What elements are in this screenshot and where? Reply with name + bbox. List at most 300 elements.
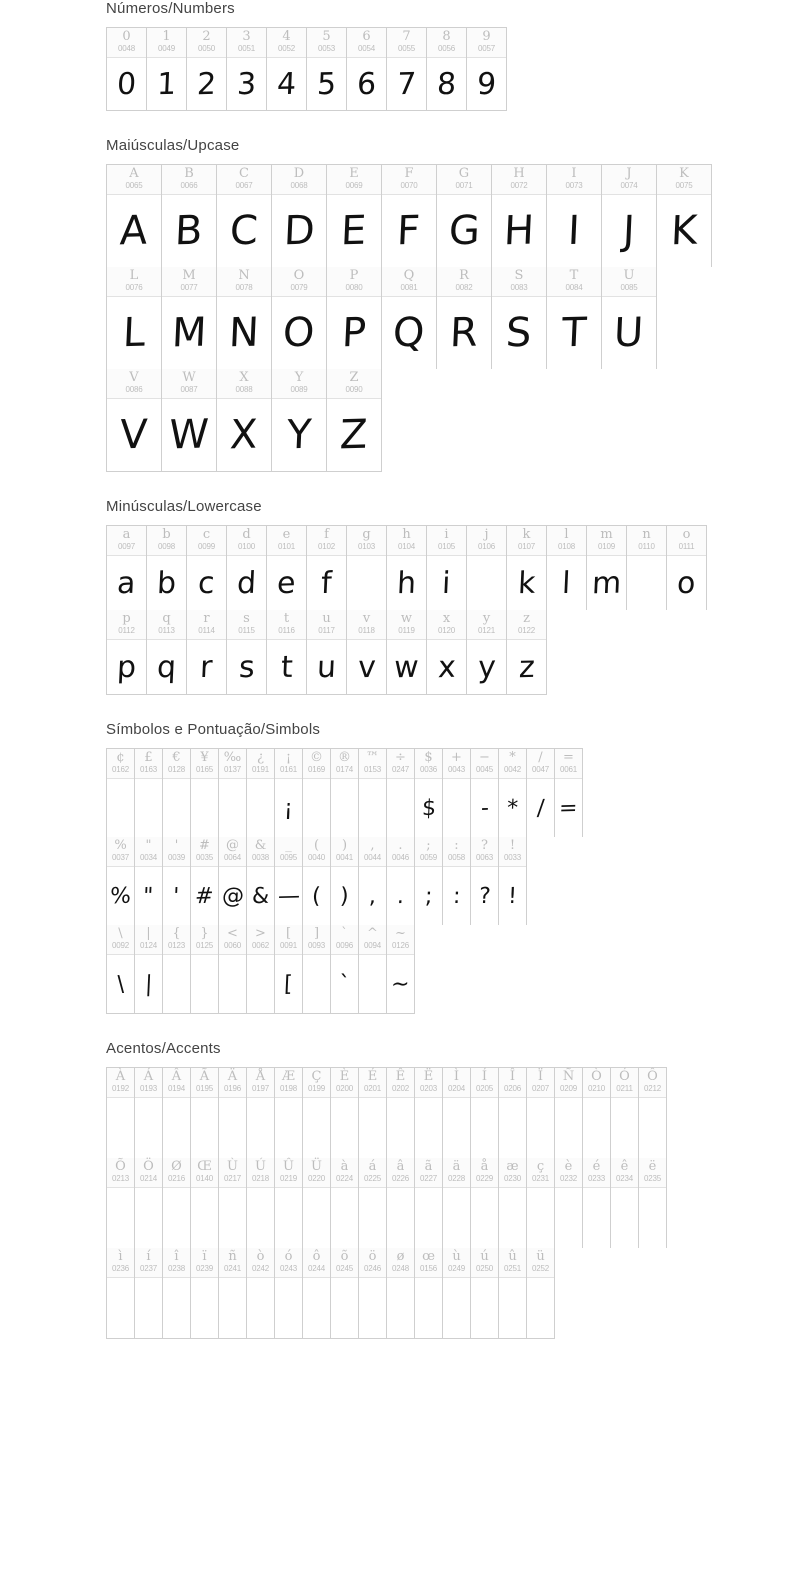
glyph-cell[interactable]: [555, 1068, 583, 1158]
glyph-cell[interactable]: [247, 1248, 275, 1338]
glyph-cell[interactable]: [217, 267, 272, 369]
glyph-cell[interactable]: [359, 1248, 387, 1338]
glyph-sample: [527, 1188, 554, 1248]
glyph-cell[interactable]: [467, 28, 507, 110]
glyph-cell[interactable]: [163, 1158, 191, 1248]
glyph-code-label: 0235: [644, 1174, 661, 1183]
glyph-cell[interactable]: [331, 837, 359, 925]
glyph-cell[interactable]: [217, 369, 272, 471]
glyph-char-label: €: [172, 750, 181, 765]
glyph-code-label: 0165: [196, 765, 213, 774]
glyph-cell[interactable]: [275, 1068, 303, 1158]
glyph-sample: [275, 1278, 302, 1338]
glyph-sample: [247, 867, 274, 925]
glyph-cell[interactable]: [387, 28, 427, 110]
glyph-sample: [555, 1098, 582, 1158]
glyph-cell[interactable]: [471, 837, 499, 925]
glyph-char-label: ç: [536, 1159, 545, 1174]
glyph-cell[interactable]: [107, 610, 147, 694]
glyph-cell[interactable]: [303, 1158, 331, 1248]
glyph-sample-text: ?: [478, 883, 491, 909]
glyph-cell[interactable]: [107, 369, 162, 471]
glyph-cell[interactable]: [107, 837, 135, 925]
glyph-cell[interactable]: [327, 267, 382, 369]
glyph-cell[interactable]: [107, 1068, 135, 1158]
glyph-cell[interactable]: [467, 526, 507, 610]
glyph-code-label: 0037: [112, 853, 129, 862]
glyph-code-label: 0077: [180, 283, 198, 292]
glyph-sample: [135, 1278, 162, 1338]
glyph-char-label: ^: [367, 926, 378, 941]
glyph-cell[interactable]: [135, 837, 163, 925]
glyph-cell[interactable]: [217, 165, 272, 267]
glyph-cell[interactable]: [507, 526, 547, 610]
glyph-sample: [387, 556, 426, 610]
glyph-code-label: 0052: [278, 44, 295, 53]
glyph-cell[interactable]: [187, 526, 227, 610]
glyph-char-label: À: [115, 1069, 126, 1084]
glyph-sample-text: K: [669, 207, 699, 255]
glyph-char-label: .: [398, 838, 403, 853]
glyph-cell[interactable]: [267, 526, 307, 610]
glyph-cell[interactable]: [499, 837, 527, 925]
glyph-cell[interactable]: [162, 267, 217, 369]
glyph-cell[interactable]: [492, 165, 547, 267]
glyph-cell[interactable]: [527, 1158, 555, 1248]
glyph-sample: [107, 297, 161, 369]
glyph-cell[interactable]: [275, 749, 303, 837]
glyph-sample-text: M: [170, 309, 208, 357]
glyph-cell[interactable]: [359, 925, 387, 1013]
glyph-sample: [147, 556, 186, 610]
glyph-cell[interactable]: [135, 1068, 163, 1158]
glyph-char-label: m: [600, 527, 613, 542]
glyph-code-label: 0234: [616, 1174, 633, 1183]
glyph-cell[interactable]: [347, 28, 387, 110]
glyph-cell[interactable]: [331, 1158, 359, 1248]
glyph-cell[interactable]: [471, 1158, 499, 1248]
glyph-cell[interactable]: [547, 165, 602, 267]
glyph-cell[interactable]: [303, 837, 331, 925]
glyph-cell[interactable]: [191, 749, 219, 837]
glyph-char-label: ô: [312, 1249, 321, 1264]
glyph-cell[interactable]: [191, 837, 219, 925]
glyph-char-label: J: [626, 166, 632, 181]
glyph-sample-text: w: [393, 649, 420, 685]
glyph-sample: [387, 955, 414, 1013]
glyph-cell[interactable]: [147, 610, 187, 694]
glyph-cell[interactable]: [303, 1248, 331, 1338]
glyph-sample-text: @: [220, 883, 245, 909]
glyph-char-label: _: [285, 838, 292, 853]
glyph-char-label: $: [424, 750, 433, 765]
glyph-cell[interactable]: [303, 749, 331, 837]
glyph-sample: [107, 640, 146, 694]
glyph-sample-text: ,: [368, 883, 377, 909]
glyph-header: [275, 837, 302, 867]
glyph-cell[interactable]: [307, 526, 347, 610]
glyph-cell[interactable]: [492, 267, 547, 369]
glyph-row: [106, 925, 415, 1014]
glyph-code-label: 0042: [504, 765, 521, 774]
glyph-char-label: ": [145, 838, 152, 853]
glyph-cell[interactable]: [347, 610, 387, 694]
glyph-char-label: z: [523, 611, 530, 626]
glyph-cell[interactable]: [303, 925, 331, 1013]
glyph-cell[interactable]: [587, 526, 627, 610]
glyph-sample: [303, 1278, 330, 1338]
glyph-code-label: 0043: [448, 765, 465, 774]
glyph-cell[interactable]: [382, 165, 437, 267]
glyph-sample-text: %: [109, 883, 132, 909]
glyph-sample: [162, 195, 216, 267]
glyph-char-label: ø: [396, 1249, 405, 1264]
glyph-char-label: ): [341, 838, 348, 853]
glyph-cell[interactable]: [443, 1248, 471, 1338]
glyph-header: [135, 1068, 162, 1098]
glyph-cell[interactable]: [107, 1158, 135, 1248]
glyph-header: [191, 1158, 218, 1188]
glyph-sample-text: 1: [156, 66, 177, 102]
glyph-cell[interactable]: [107, 526, 147, 610]
glyph-cell[interactable]: [107, 267, 162, 369]
glyph-sample: [307, 58, 346, 110]
glyph-cell[interactable]: [583, 1158, 611, 1248]
glyph-sample-text: ¡: [283, 795, 294, 821]
glyph-cell[interactable]: [527, 1248, 555, 1338]
glyph-cell[interactable]: [471, 1068, 499, 1158]
glyph-char-label: j: [484, 527, 489, 542]
glyph-char-label: ú: [480, 1249, 489, 1264]
glyph-cell[interactable]: [387, 610, 427, 694]
glyph-char-label: 7: [402, 29, 411, 44]
glyph-cell[interactable]: [227, 28, 267, 110]
glyph-char-label: ]: [313, 926, 320, 941]
glyph-header: [217, 267, 271, 297]
glyph-cell[interactable]: [387, 1068, 415, 1158]
glyph-cell[interactable]: [437, 267, 492, 369]
glyph-sample: [331, 1098, 358, 1158]
glyph-cell[interactable]: [347, 526, 387, 610]
glyph-cell[interactable]: [443, 1158, 471, 1248]
glyph-header: [471, 749, 498, 779]
glyph-cell[interactable]: [387, 1158, 415, 1248]
glyph-sample: [163, 955, 190, 1013]
glyph-cell[interactable]: [247, 749, 275, 837]
glyph-sample: [303, 1188, 330, 1248]
glyph-cell[interactable]: [527, 749, 555, 837]
glyph-sample-text: X: [229, 411, 259, 459]
glyph-cell[interactable]: [247, 837, 275, 925]
glyph-cell[interactable]: [275, 1248, 303, 1338]
glyph-cell[interactable]: [219, 837, 247, 925]
glyph-cell[interactable]: [135, 1248, 163, 1338]
glyph-cell[interactable]: [219, 749, 247, 837]
glyph-header: [499, 1158, 526, 1188]
glyph-code-label: 0236: [112, 1264, 129, 1273]
glyph-cell[interactable]: [247, 1158, 275, 1248]
glyph-cell[interactable]: [135, 749, 163, 837]
glyph-cell[interactable]: [527, 1068, 555, 1158]
charset-section: [0, 498, 800, 695]
glyph-cell[interactable]: [163, 1248, 191, 1338]
glyph-cell[interactable]: [275, 925, 303, 1013]
glyph-sample: [415, 1188, 442, 1248]
glyph-char-label: h: [402, 527, 411, 542]
glyph-char-label: A: [129, 166, 139, 181]
glyph-cell[interactable]: [331, 1068, 359, 1158]
glyph-cell[interactable]: [427, 28, 467, 110]
glyph-cell[interactable]: [415, 1158, 443, 1248]
glyph-header: [387, 1158, 414, 1188]
glyph-cell[interactable]: [267, 28, 307, 110]
glyph-header: [275, 749, 302, 779]
glyph-char-label: [: [285, 926, 292, 941]
glyph-cell[interactable]: [272, 267, 327, 369]
glyph-cell[interactable]: [307, 28, 347, 110]
glyph-char-label: v: [362, 611, 371, 626]
glyph-cell[interactable]: [267, 610, 307, 694]
glyph-cell[interactable]: [471, 1248, 499, 1338]
glyph-header: [527, 1068, 554, 1098]
glyph-char-label: ¿: [257, 750, 264, 765]
glyph-cell[interactable]: [467, 610, 507, 694]
glyph-char-label: 9: [482, 29, 491, 44]
glyph-code-label: 0034: [140, 853, 157, 862]
glyph-header: [547, 526, 586, 556]
glyph-cell[interactable]: [387, 925, 415, 1013]
glyph-sample: [163, 1188, 190, 1248]
glyph-grid: [106, 27, 800, 111]
glyph-cell[interactable]: [191, 1248, 219, 1338]
glyph-header: [303, 749, 330, 779]
glyph-header: [427, 28, 466, 58]
glyph-cell[interactable]: [555, 1158, 583, 1248]
glyph-cell[interactable]: [499, 1068, 527, 1158]
glyph-cell[interactable]: [427, 610, 467, 694]
glyph-cell[interactable]: [443, 837, 471, 925]
glyph-code-label: 0197: [252, 1084, 269, 1093]
glyph-header: [499, 1068, 526, 1098]
glyph-cell[interactable]: [107, 165, 162, 267]
glyph-header: [247, 1248, 274, 1278]
glyph-char-label: Ì: [453, 1069, 460, 1084]
glyph-cell[interactable]: [247, 1068, 275, 1158]
glyph-cell[interactable]: [107, 1248, 135, 1338]
glyph-sample: [415, 867, 442, 925]
glyph-cell[interactable]: [162, 165, 217, 267]
glyph-cell[interactable]: [657, 165, 712, 267]
glyph-cell[interactable]: [191, 1068, 219, 1158]
glyph-cell[interactable]: [162, 369, 217, 471]
glyph-cell[interactable]: [547, 267, 602, 369]
glyph-sample: [639, 1098, 666, 1158]
glyph-code-label: 0228: [448, 1174, 465, 1183]
glyph-code-label: 0214: [140, 1174, 157, 1183]
glyph-cell[interactable]: [639, 1158, 667, 1248]
glyph-sample-text: a: [116, 565, 137, 601]
glyph-char-label: Y: [294, 370, 304, 385]
glyph-char-label: Ñ: [562, 1069, 575, 1084]
glyph-char-label: Á: [143, 1069, 154, 1084]
glyph-cell[interactable]: [219, 1068, 247, 1158]
glyph-cell[interactable]: [331, 925, 359, 1013]
glyph-char-label: û: [508, 1249, 517, 1264]
glyph-cell[interactable]: [275, 1158, 303, 1248]
glyph-cell[interactable]: [415, 749, 443, 837]
glyph-cell[interactable]: [163, 1068, 191, 1158]
section-title: Minúsculas/Lowercase: [106, 498, 262, 515]
glyph-cell[interactable]: [415, 1248, 443, 1338]
glyph-header: [331, 925, 358, 955]
glyph-code-label: 0051: [238, 44, 255, 53]
glyph-cell[interactable]: [471, 749, 499, 837]
glyph-cell[interactable]: [219, 1248, 247, 1338]
glyph-header: [527, 749, 554, 779]
glyph-cell[interactable]: [387, 526, 427, 610]
glyph-cell[interactable]: [415, 1068, 443, 1158]
glyph-header: [163, 1158, 190, 1188]
glyph-header: [499, 1248, 526, 1278]
glyph-cell[interactable]: [219, 1158, 247, 1248]
glyph-sample: [583, 1188, 610, 1248]
glyph-header: [427, 526, 466, 556]
glyph-cell[interactable]: [627, 526, 667, 610]
glyph-cell[interactable]: [327, 165, 382, 267]
glyph-sample: [437, 195, 491, 267]
glyph-sample: [387, 1278, 414, 1338]
glyph-sample-text: o: [676, 565, 697, 601]
glyph-sample: [217, 195, 271, 267]
glyph-code-label: 0064: [224, 853, 241, 862]
glyph-cell[interactable]: [107, 749, 135, 837]
glyph-cell[interactable]: [555, 749, 583, 837]
glyph-cell[interactable]: [359, 1158, 387, 1248]
glyph-cell[interactable]: [443, 1068, 471, 1158]
glyph-cell[interactable]: [327, 369, 382, 471]
glyph-cell[interactable]: [135, 925, 163, 1013]
glyph-sample-text: h: [396, 565, 417, 601]
glyph-char-label: y: [482, 611, 491, 626]
glyph-sample: [471, 1188, 498, 1248]
glyph-cell[interactable]: [191, 1158, 219, 1248]
glyph-cell[interactable]: [247, 925, 275, 1013]
glyph-cell[interactable]: [331, 749, 359, 837]
glyph-code-label: 0124: [140, 941, 157, 950]
glyph-sample: [147, 58, 186, 110]
glyph-cell[interactable]: [427, 526, 467, 610]
glyph-cell[interactable]: [602, 165, 657, 267]
glyph-cell[interactable]: [602, 267, 657, 369]
glyph-cell[interactable]: [303, 1068, 331, 1158]
glyph-cell[interactable]: [135, 1158, 163, 1248]
glyph-sample: [191, 1098, 218, 1158]
glyph-cell[interactable]: [443, 749, 471, 837]
glyph-cell[interactable]: [359, 1068, 387, 1158]
glyph-cell[interactable]: [387, 1248, 415, 1338]
glyph-cell[interactable]: [611, 1158, 639, 1248]
glyph-cell[interactable]: [163, 749, 191, 837]
glyph-header: [587, 526, 626, 556]
glyph-sample: [547, 195, 601, 267]
glyph-cell[interactable]: [437, 165, 492, 267]
glyph-cell[interactable]: [583, 1068, 611, 1158]
glyph-cell[interactable]: [359, 749, 387, 837]
glyph-cell[interactable]: [163, 925, 191, 1013]
glyph-code-label: 0092: [112, 941, 129, 950]
glyph-cell[interactable]: [387, 749, 415, 837]
glyph-cell[interactable]: [382, 267, 437, 369]
glyph-header: [492, 267, 546, 297]
glyph-char-label: L: [129, 268, 139, 283]
glyph-cell[interactable]: [547, 526, 587, 610]
glyph-sample: [499, 779, 526, 837]
glyph-code-label: 0095: [280, 853, 297, 862]
glyph-code-label: 0036: [420, 765, 437, 774]
glyph-code-label: 0084: [565, 283, 583, 292]
glyph-char-label: p: [122, 611, 131, 626]
glyph-cell[interactable]: [359, 837, 387, 925]
glyph-cell[interactable]: [275, 837, 303, 925]
glyph-cell[interactable]: [307, 610, 347, 694]
glyph-cell[interactable]: [227, 526, 267, 610]
glyph-cell[interactable]: [499, 1158, 527, 1248]
glyph-char-label: I: [571, 166, 577, 181]
glyph-code-label: 0169: [308, 765, 325, 774]
glyph-cell[interactable]: [415, 837, 443, 925]
glyph-char-label: s: [243, 611, 250, 626]
glyph-cell[interactable]: [147, 28, 187, 110]
glyph-cell[interactable]: [163, 837, 191, 925]
glyph-cell[interactable]: [227, 610, 267, 694]
glyph-row: [106, 748, 583, 837]
glyph-cell[interactable]: [499, 1248, 527, 1338]
glyph-cell[interactable]: [667, 526, 707, 610]
glyph-char-label: î: [174, 1249, 179, 1264]
glyph-sample-text: `: [338, 971, 351, 997]
glyph-char-label: 3: [242, 29, 251, 44]
glyph-header: [499, 749, 526, 779]
glyph-cell[interactable]: [107, 28, 147, 110]
glyph-header: [547, 165, 601, 195]
glyph-cell[interactable]: [191, 925, 219, 1013]
glyph-cell[interactable]: [272, 165, 327, 267]
glyph-cell[interactable]: [272, 369, 327, 471]
glyph-code-label: 0050: [198, 44, 215, 53]
glyph-cell[interactable]: [187, 610, 227, 694]
glyph-char-label: ~: [395, 926, 406, 941]
glyph-cell[interactable]: [187, 28, 227, 110]
glyph-cell[interactable]: [499, 749, 527, 837]
glyph-sample: [191, 779, 218, 837]
glyph-cell[interactable]: [387, 837, 415, 925]
glyph-code-label: 0079: [290, 283, 308, 292]
glyph-cell[interactable]: [639, 1068, 667, 1158]
glyph-cell[interactable]: [107, 925, 135, 1013]
glyph-sample: [547, 297, 601, 369]
glyph-sample: [147, 640, 186, 694]
glyph-code-label: 0094: [364, 941, 381, 950]
glyph-sample: [627, 556, 666, 610]
glyph-sample-text: B: [174, 207, 204, 255]
glyph-char-label: Â: [171, 1069, 182, 1084]
glyph-cell[interactable]: [219, 925, 247, 1013]
glyph-cell[interactable]: [331, 1248, 359, 1338]
glyph-sample-text: !: [507, 883, 518, 909]
glyph-cell[interactable]: [611, 1068, 639, 1158]
glyph-cell[interactable]: [147, 526, 187, 610]
glyph-cell[interactable]: [507, 610, 547, 694]
